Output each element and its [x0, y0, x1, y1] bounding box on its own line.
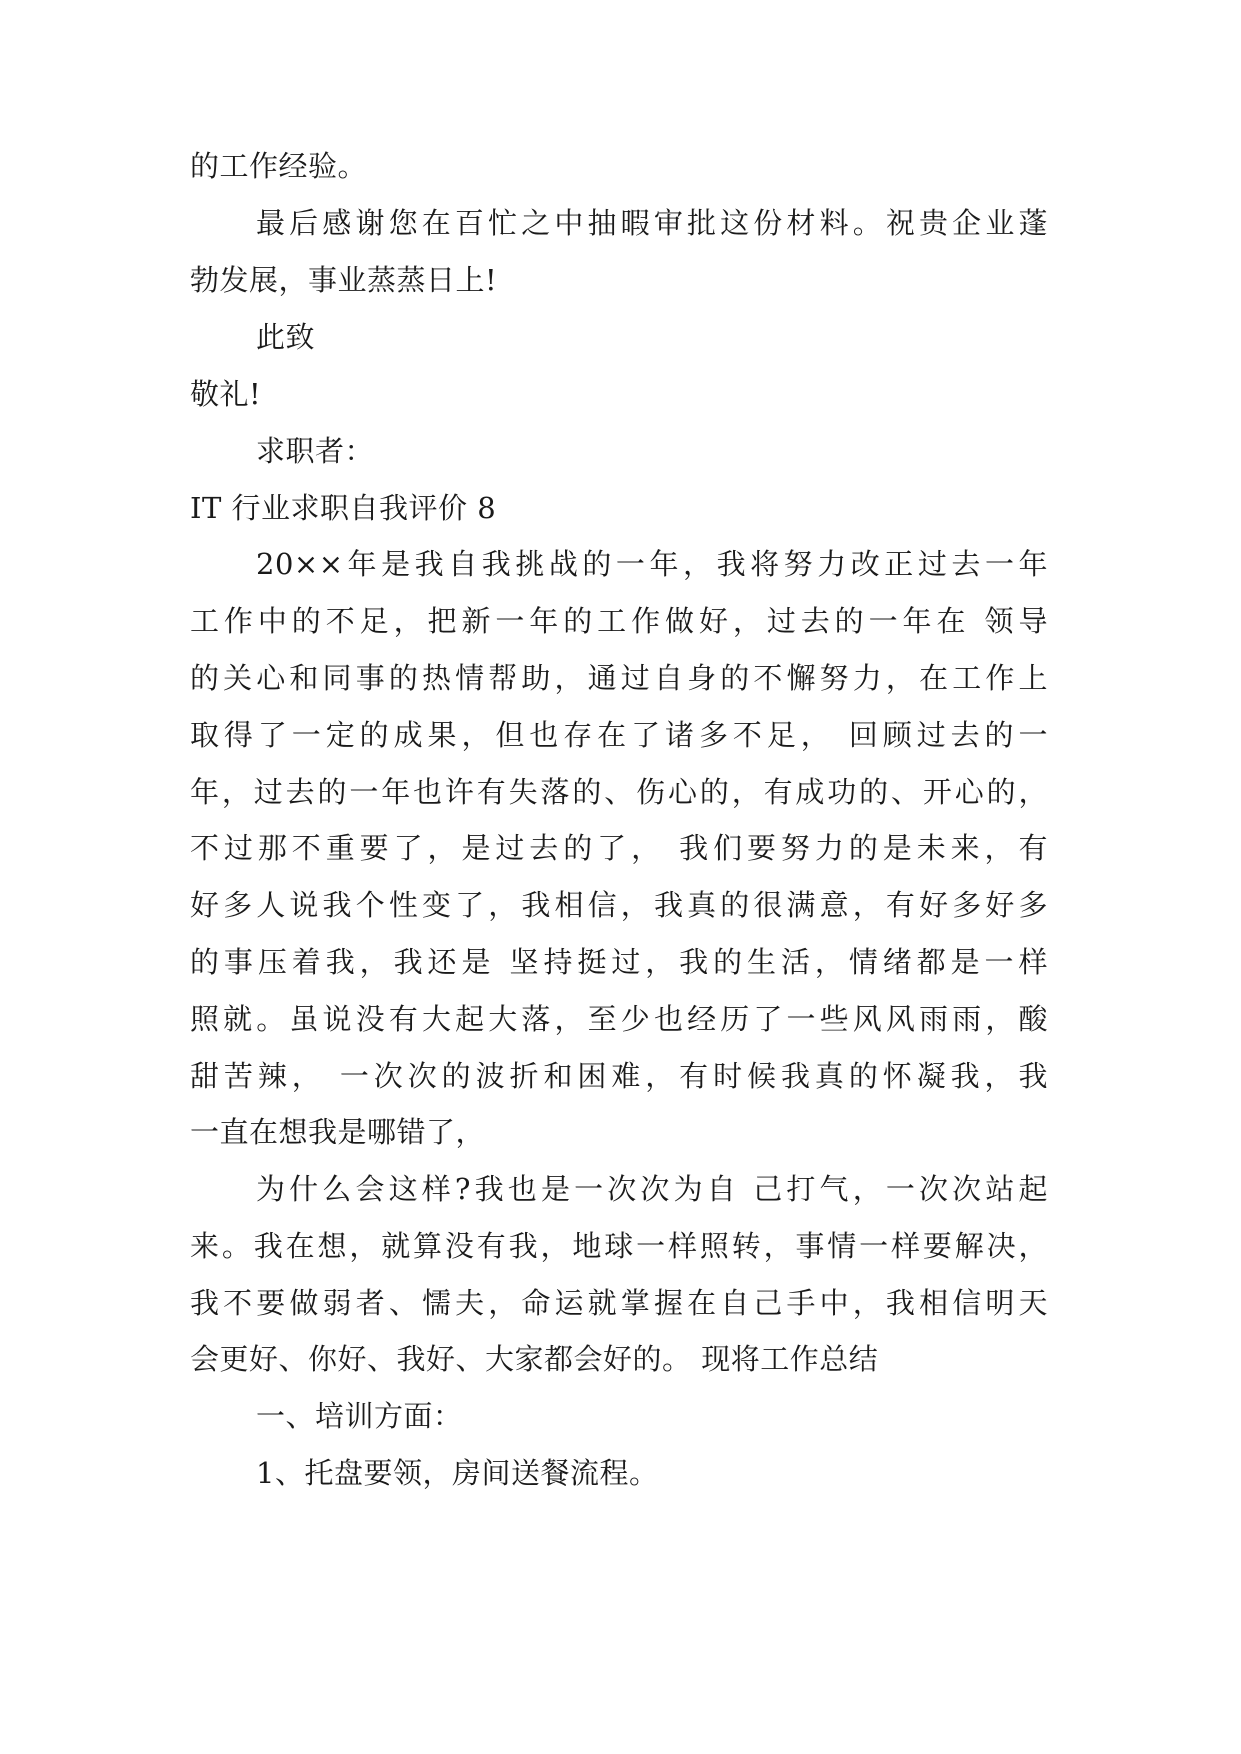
text-line: 年，过去的一年也许有失落的、伤心的，有成功的、开心的，: [190, 775, 1048, 809]
text-line: 会更好、你好、我好、大家都会好的。 现将工作总结: [190, 1342, 879, 1376]
text-line: 好多人说我个性变了，我相信，我真的很满意，有好多好多: [190, 888, 1048, 922]
text-line: 不过那不重要了，是过去的了， 我们要努力的是未来，有: [190, 831, 1048, 865]
subsection-heading: 一、培训方面：: [256, 1399, 463, 1433]
text-line: 取得了一定的成果，但也存在了诸多不足， 回顾过去的一: [190, 718, 1048, 752]
closing-regards: 敬礼!: [190, 377, 262, 411]
closing-salutation: 此致: [256, 320, 316, 354]
text-line: 我不要做弱者、懦夫，命运就掌握在自己手中，我相信明天: [190, 1286, 1048, 1320]
text-line: 为什么会这样?我也是一次次为自 己打气，一次次站起: [256, 1172, 1048, 1206]
text-line: 的事压着我，我还是 坚持挺过，我的生活，情绪都是一样: [190, 945, 1048, 979]
text-line: 工作中的不足，把新一年的工作做好，过去的一年在 领导: [190, 604, 1048, 638]
text-line: 的工作经验。: [190, 149, 368, 183]
text-line: 最后感谢您在百忙之中抽暇审批这份材料。祝贵企业蓬: [256, 206, 1048, 240]
signature-label: 求职者：: [256, 434, 375, 468]
text-line: 一直在想我是哪错了，: [190, 1115, 486, 1149]
text-line: 甜苦辣， 一次次的波折和困难，有时候我真的怀凝我，我: [190, 1059, 1048, 1093]
text-line: 照就。虽说没有大起大落，至少也经历了一些风风雨雨，酸: [190, 1002, 1048, 1036]
text-line: 来。我在想，就算没有我，地球一样照转，事情一样要解决，: [190, 1229, 1048, 1263]
list-item: 1、托盘要领，房间送餐流程。: [256, 1456, 659, 1490]
text-line: 勃发展，事业蒸蒸日上!: [190, 263, 498, 297]
text-line: 的关心和同事的热情帮助，通过自身的不懈努力，在工作上: [190, 661, 1048, 695]
section-heading: IT 行业求职自我评价 8: [190, 491, 497, 525]
text-line: 20××年是我自我挑战的一年，我将努力改正过去一年: [256, 547, 1048, 581]
